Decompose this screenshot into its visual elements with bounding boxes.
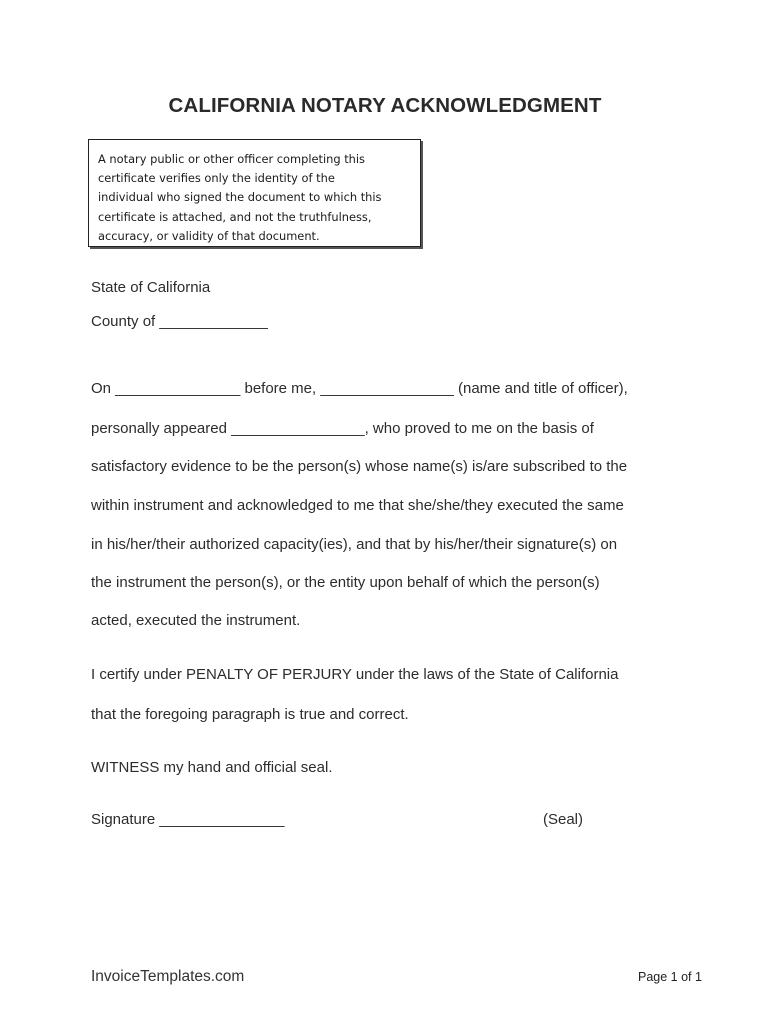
signature-line: Signature _______________ <box>91 811 285 828</box>
notice-line: accuracy, or validity of that document. <box>98 228 320 243</box>
notice-line: certificate is attached, and not the truthfulness, <box>98 209 372 224</box>
body-line: in his/her/their authorized capacity(ies), and that by his/her/their signature(s) on <box>91 536 618 553</box>
body-line: personally appeared ________________, who proved to me on the basis of <box>91 420 594 437</box>
notice-line: certificate verifies only the identity of the <box>98 171 335 186</box>
state-line: State of California <box>91 279 211 296</box>
notice-line: individual who signed the document to which this <box>98 190 382 205</box>
body-line: within instrument and acknowledged to me that she/she/they executed the same <box>91 497 624 514</box>
body-line: acted, executed the instrument. <box>91 612 301 629</box>
county-line: County of _____________ <box>91 313 268 330</box>
document-title: CALIFORNIA NOTARY ACKNOWLEDGMENT <box>168 94 602 117</box>
body-line: On _______________ before me, ________________ (name and title of officer), <box>91 380 628 397</box>
seal-label: (Seal) <box>543 811 584 828</box>
body-line: the instrument the person(s), or the entity upon behalf of which the person(s) <box>91 574 600 591</box>
perjury-line: I certify under PENALTY OF PERJURY under the laws of the State of California <box>91 666 619 683</box>
body-line: satisfactory evidence to be the person(s) whose name(s) is/are subscribed to the <box>91 458 628 475</box>
notary-notice-box <box>88 139 421 247</box>
witness-line: WITNESS my hand and official seal. <box>91 759 333 776</box>
perjury-line: that the foregoing paragraph is true and correct. <box>91 706 409 723</box>
notice-line: A notary public or other officer completing this <box>98 152 365 166</box>
footer-brand: InvoiceTemplates.com <box>91 968 245 985</box>
page-indicator: Page 1 of 1 <box>638 970 702 984</box>
